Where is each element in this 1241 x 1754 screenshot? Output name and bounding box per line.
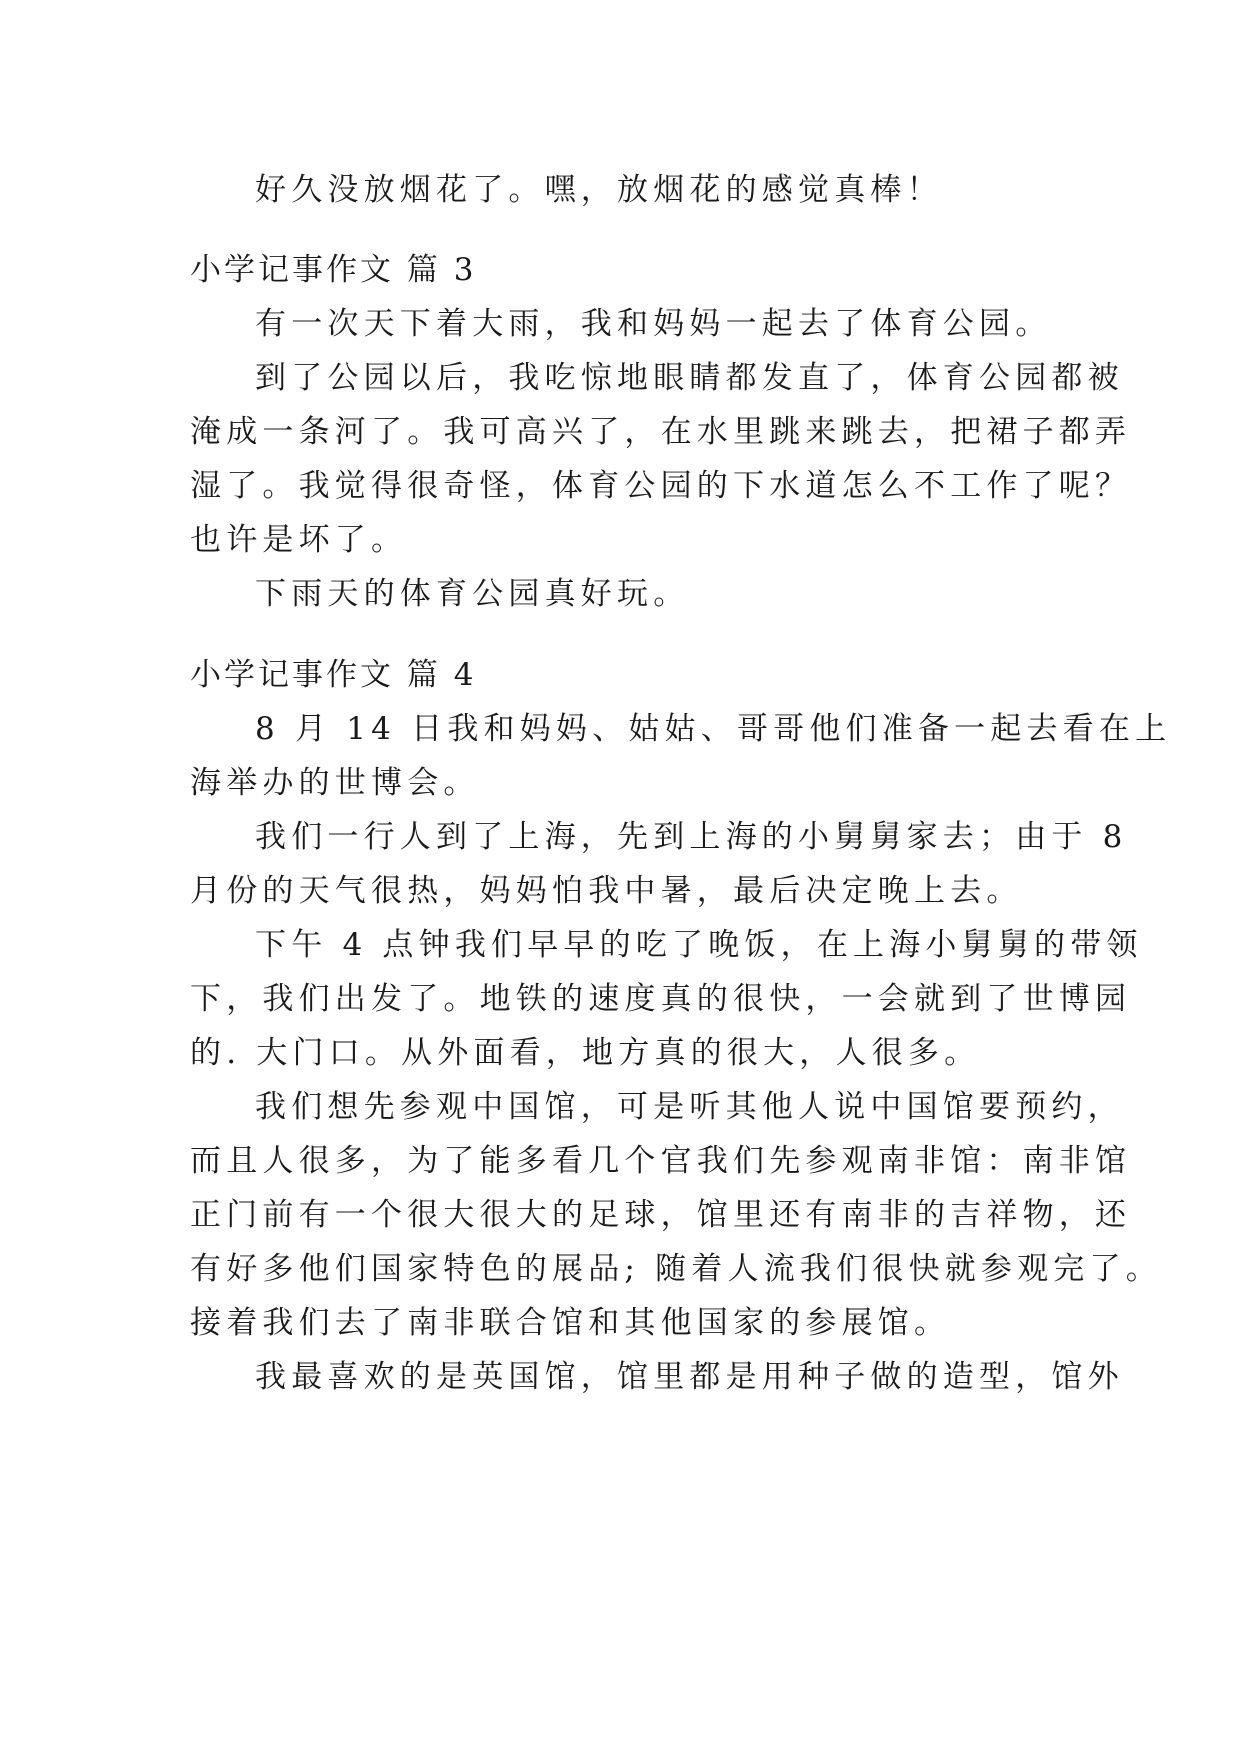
paragraph-line: 而且人很多，为了能多看几个官我们先参观南非馆：南非馆 <box>190 1143 1132 1179</box>
paragraph-line: 下，我们出发了。地铁的速度真的很快，一会就到了世博园 <box>190 981 1132 1017</box>
paragraph-line: 淹成一条河了。我可高兴了，在水里跳来跳去，把裙子都弄 <box>190 414 1132 450</box>
section-heading: 小学记事作文 篇 3 <box>190 252 477 288</box>
paragraph-line: 8 月 14 日我和妈妈、姑姑、哥哥他们准备一起去看在上 <box>255 711 1172 747</box>
paragraph-line: 有一次天下着大雨，我和妈妈一起去了体育公园。 <box>255 306 1052 342</box>
paragraph-line: 有好多他们国家特色的展品; 随着人流我们很快就参观完了。 <box>190 1251 1162 1287</box>
paragraph-line: 月份的天气很热，妈妈怕我中暑，最后决定晚上去。 <box>190 873 1023 909</box>
paragraph-line: 接着我们去了南非联合馆和其他国家的参展馆。 <box>190 1305 951 1341</box>
paragraph-line: 我们一行人到了上海，先到上海的小舅舅家去；由于 8 <box>255 819 1128 855</box>
paragraph-line: 湿了。我觉得很奇怪，体育公园的下水道怎么不工作了呢？ <box>190 468 1132 504</box>
paragraph-line: 的. 大门口。从外面看，地方真的很大，人很多。 <box>190 1035 981 1071</box>
section-heading: 小学记事作文 篇 4 <box>190 657 477 693</box>
paragraph-line: 我们想先参观中国馆，可是听其他人说中国馆要预约， <box>255 1089 1124 1125</box>
paragraph-line: 好久没放烟花了。嘿，放烟花的感觉真棒！ <box>255 172 943 208</box>
paragraph-line: 正门前有一个很大很大的足球，馆里还有南非的吉祥物，还 <box>190 1197 1132 1233</box>
paragraph-line: 海举办的世博会。 <box>190 765 480 801</box>
paragraph-line: 也许是坏了。 <box>190 522 408 558</box>
paragraph-line: 下午 4 点钟我们早早的吃了晚饭，在上海小舅舅的带领 <box>255 927 1143 963</box>
paragraph-line: 下雨天的体育公园真好玩。 <box>255 576 690 612</box>
paragraph-line: 到了公园以后，我吃惊地眼睛都发直了，体育公园都被 <box>255 360 1124 396</box>
paragraph-line: 我最喜欢的是英国馆，馆里都是用种子做的造型，馆外 <box>255 1359 1124 1395</box>
